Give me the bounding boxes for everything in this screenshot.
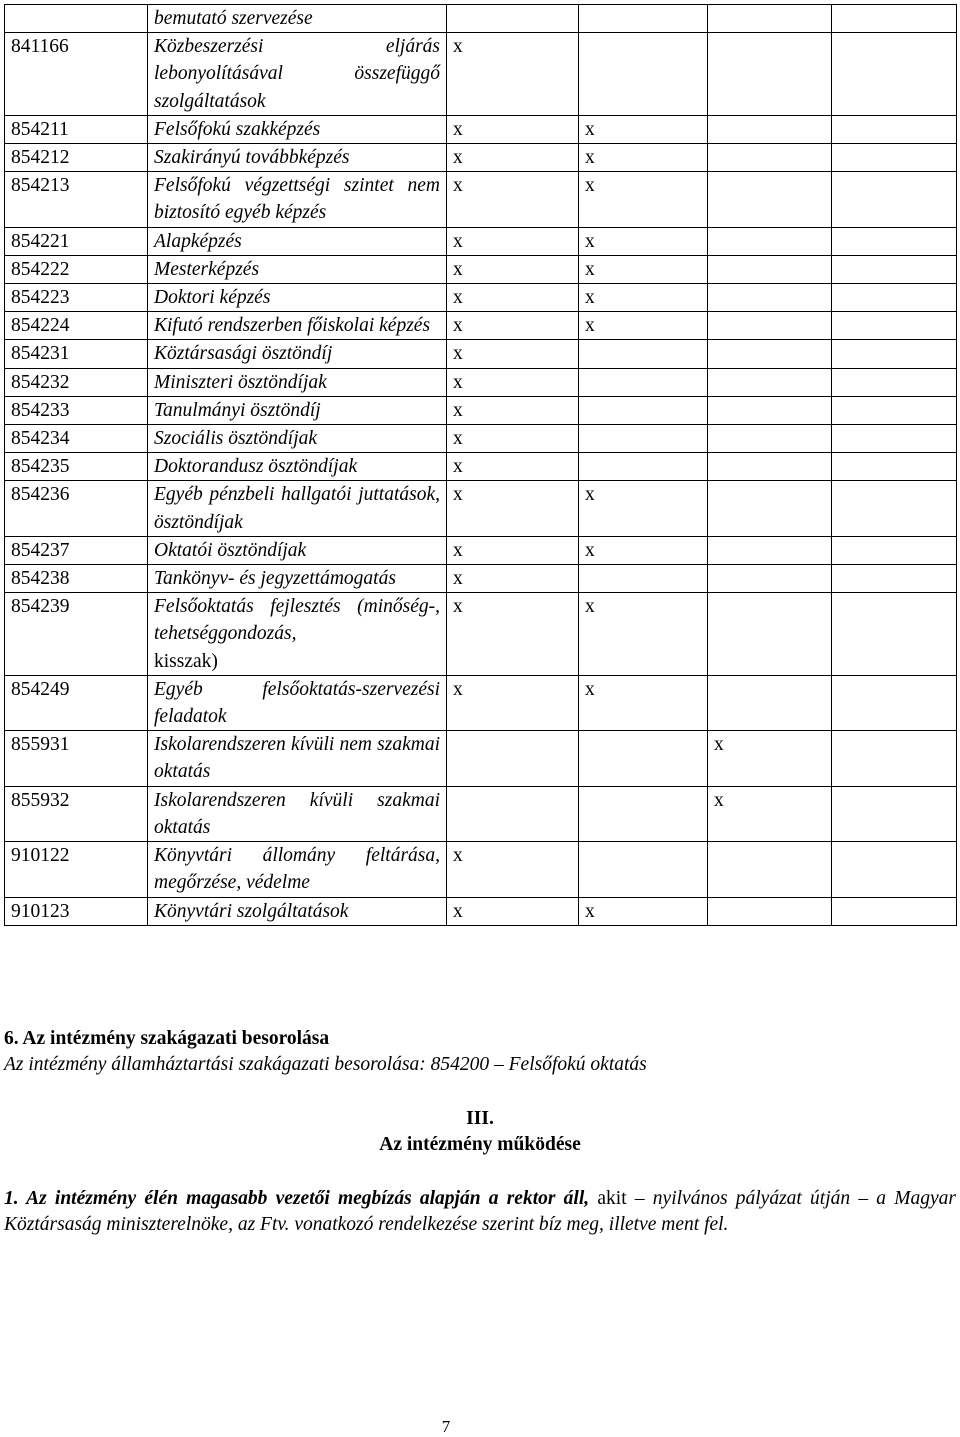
mark-cell: x	[708, 786, 832, 841]
mark-cell	[579, 396, 708, 424]
activity-name-text: Szakirányú továbbképzés	[154, 147, 350, 169]
activity-name-text: Oktatói ösztöndíjak	[154, 539, 307, 561]
activity-name-text: Tanulmányi ösztöndíj	[154, 399, 321, 421]
mark-cell: x	[579, 897, 708, 925]
mark-cell	[832, 897, 957, 925]
activity-name-text: Mesterképzés	[154, 258, 260, 280]
mark-cell	[832, 340, 957, 368]
chapter-numeral: III.	[466, 1108, 494, 1129]
activity-code	[5, 5, 148, 33]
mark-cell	[708, 312, 832, 340]
activity-name	[148, 340, 447, 368]
mark-cell: x	[447, 675, 579, 730]
mark-cell	[579, 340, 708, 368]
activity-code: 910122	[5, 842, 148, 897]
mark-cell	[832, 368, 957, 396]
mark-cell	[708, 172, 832, 227]
mark-cell	[832, 425, 957, 453]
mark-cell	[832, 842, 957, 897]
activity-name-text: Felsőoktatás fejlesztés (minőség-, tehetséggondozás,	[154, 596, 440, 645]
activity-name	[148, 255, 447, 283]
activity-code: 854232	[5, 368, 148, 396]
activity-code: 855931	[5, 731, 148, 786]
activity-code: 854236	[5, 481, 148, 536]
activity-name	[148, 536, 447, 564]
mark-cell	[708, 368, 832, 396]
mark-cell: x	[447, 897, 579, 925]
activity-code: 841166	[5, 33, 148, 116]
mark-cell: x	[447, 453, 579, 481]
activity-name	[148, 115, 447, 143]
mark-cell	[447, 731, 579, 786]
mark-cell: x	[447, 284, 579, 312]
activity-name	[148, 593, 447, 676]
activity-code: 854223	[5, 284, 148, 312]
activity-name	[148, 33, 447, 116]
mark-cell	[579, 33, 708, 116]
mark-cell	[579, 786, 708, 841]
activity-name	[148, 731, 447, 786]
table-row	[5, 453, 957, 481]
activity-name	[148, 312, 447, 340]
mark-cell	[708, 115, 832, 143]
mark-cell	[832, 144, 957, 172]
table-row	[5, 565, 957, 593]
activity-name	[148, 453, 447, 481]
activity-name-text: Miniszteri ösztöndíjak	[154, 371, 327, 393]
table-row	[5, 172, 957, 227]
table-row	[5, 340, 957, 368]
activity-code: 854231	[5, 340, 148, 368]
activity-name-text: Köztársasági ösztöndíj	[154, 343, 333, 365]
table-row	[5, 481, 957, 536]
activity-name	[148, 675, 447, 730]
table-row	[5, 536, 957, 564]
activity-table-body	[5, 5, 957, 926]
table-row	[5, 312, 957, 340]
activity-code: 854237	[5, 536, 148, 564]
activity-name-text: Könyvtári szolgáltatások	[154, 900, 349, 922]
mark-cell	[708, 284, 832, 312]
activity-name-text: Doktorandusz ösztöndíjak	[154, 456, 358, 478]
mark-cell	[832, 786, 957, 841]
mark-cell	[447, 5, 579, 33]
mark-cell	[832, 536, 957, 564]
activity-name-text: Felsőfokú végzettségi szintet nem biztosító egyéb képzés	[154, 175, 440, 224]
paragraph-1	[4, 1186, 956, 1238]
mark-cell	[708, 897, 832, 925]
mark-cell	[579, 731, 708, 786]
activity-code: 854221	[5, 227, 148, 255]
activity-code: 854238	[5, 565, 148, 593]
mark-cell: x	[579, 312, 708, 340]
activity-code: 910123	[5, 897, 148, 925]
mark-cell: x	[447, 481, 579, 536]
mark-cell: x	[579, 144, 708, 172]
mark-cell: x	[579, 172, 708, 227]
mark-cell: x	[579, 227, 708, 255]
mark-cell: x	[447, 340, 579, 368]
mark-cell	[579, 842, 708, 897]
mark-cell: x	[579, 255, 708, 283]
mark-cell: x	[447, 33, 579, 116]
mark-cell	[832, 115, 957, 143]
mark-cell: x	[579, 481, 708, 536]
mark-cell	[579, 425, 708, 453]
activity-name	[148, 227, 447, 255]
activity-name-tail: kisszak)	[154, 650, 218, 672]
mark-cell	[447, 786, 579, 841]
mark-cell	[708, 227, 832, 255]
mark-cell: x	[447, 368, 579, 396]
table-row	[5, 786, 957, 841]
activity-code: 854224	[5, 312, 148, 340]
table-row	[5, 5, 957, 33]
mark-cell	[832, 33, 957, 116]
activity-name	[148, 897, 447, 925]
section-6-text: Az intézmény államháztartási szakágazati besorolása: 854200 – Felsőfokú oktatás	[4, 1054, 647, 1075]
table-row	[5, 396, 957, 424]
mark-cell: x	[447, 172, 579, 227]
mark-cell: x	[447, 425, 579, 453]
activity-name	[148, 565, 447, 593]
table-row	[5, 425, 957, 453]
mark-cell	[832, 255, 957, 283]
page-number: 7	[441, 1417, 451, 1436]
mark-cell	[832, 481, 957, 536]
mark-cell	[579, 565, 708, 593]
activity-code: 854213	[5, 172, 148, 227]
activity-code: 854233	[5, 396, 148, 424]
mark-cell: x	[447, 593, 579, 676]
mark-cell	[708, 5, 832, 33]
mark-cell	[832, 731, 957, 786]
mark-cell: x	[447, 536, 579, 564]
mark-cell	[832, 675, 957, 730]
mark-cell	[832, 5, 957, 33]
section-6-heading: 6. Az intézmény szakágazati besorolása	[4, 1028, 330, 1049]
activity-name	[148, 172, 447, 227]
mark-cell: x	[579, 115, 708, 143]
mark-cell	[832, 593, 957, 676]
mark-cell: x	[579, 536, 708, 564]
mark-cell	[708, 565, 832, 593]
activity-name-text: Közbeszerzési eljárás lebonyolításával összefüggő szolgáltatások	[154, 36, 440, 112]
activity-code: 854249	[5, 675, 148, 730]
activity-name	[148, 144, 447, 172]
mark-cell: x	[708, 731, 832, 786]
activity-name-text: Egyéb felsőoktatás-szervezési feladatok	[154, 678, 440, 728]
activity-name-text: Iskolarendszeren kívüli szakmai oktatás	[154, 789, 440, 838]
activity-name-text: Alapképzés	[154, 230, 242, 252]
section-6	[4, 1026, 956, 1078]
mark-cell: x	[447, 227, 579, 255]
activity-name	[148, 284, 447, 312]
mark-cell: x	[447, 144, 579, 172]
mark-cell: x	[579, 675, 708, 730]
mark-cell	[708, 255, 832, 283]
mark-cell	[708, 340, 832, 368]
mark-cell	[708, 842, 832, 897]
mark-cell: x	[447, 115, 579, 143]
activity-name	[148, 368, 447, 396]
table-row	[5, 593, 957, 676]
activity-code: 854234	[5, 425, 148, 453]
mark-cell: x	[579, 284, 708, 312]
mark-cell: x	[579, 593, 708, 676]
activity-name	[148, 5, 447, 33]
activity-name-text: Felsőfokú szakképzés	[154, 118, 321, 140]
table-row	[5, 144, 957, 172]
paragraph-1-normal: akit	[589, 1188, 627, 1209]
table-row	[5, 675, 957, 730]
mark-cell	[832, 284, 957, 312]
activity-name-text: bemutató szervezése	[154, 8, 313, 29]
mark-cell	[832, 396, 957, 424]
activity-code: 854211	[5, 115, 148, 143]
mark-cell	[708, 33, 832, 116]
mark-cell: x	[447, 396, 579, 424]
mark-cell	[708, 481, 832, 536]
mark-cell: x	[447, 255, 579, 283]
mark-cell	[708, 593, 832, 676]
table-row	[5, 115, 957, 143]
activity-name-text: Szociális ösztöndíjak	[154, 428, 318, 450]
table-row	[5, 227, 957, 255]
mark-cell	[708, 536, 832, 564]
mark-cell	[708, 675, 832, 730]
mark-cell: x	[447, 842, 579, 897]
activity-name-text: Egyéb pénzbeli hallgatói juttatások, ösztöndíjak	[154, 484, 440, 533]
mark-cell	[579, 368, 708, 396]
table-row	[5, 897, 957, 925]
table-row	[5, 284, 957, 312]
mark-cell	[832, 227, 957, 255]
mark-cell: x	[447, 565, 579, 593]
chapter-heading	[4, 1106, 956, 1158]
activity-name	[148, 481, 447, 536]
table-row	[5, 731, 957, 786]
table-row	[5, 33, 957, 116]
mark-cell	[579, 453, 708, 481]
activity-table	[4, 4, 957, 926]
mark-cell	[832, 565, 957, 593]
activity-code: 854222	[5, 255, 148, 283]
activity-code: 854212	[5, 144, 148, 172]
activity-name-text: Doktori képzés	[154, 287, 271, 309]
activity-name-text: Iskolarendszeren kívüli nem szakmai oktatás	[154, 734, 440, 783]
mark-cell	[579, 5, 708, 33]
mark-cell	[708, 453, 832, 481]
mark-cell	[708, 144, 832, 172]
paragraph-1-italic: – nyilvános pályázat útján – a Magyar Köztársaság miniszterelnöke, az Ftv. vonatkozó rendelkezése szerint bíz meg, illetve ment fel.	[4, 1188, 956, 1235]
activity-name	[148, 425, 447, 453]
activity-name-text: Könyvtári állomány feltárása, megőrzése, védelme	[154, 845, 440, 894]
activity-name	[148, 842, 447, 897]
table-row	[5, 255, 957, 283]
activity-name-text: Kifutó rendszerben főiskolai képzés	[154, 315, 431, 337]
activity-code: 854239	[5, 593, 148, 676]
mark-cell	[708, 425, 832, 453]
mark-cell	[832, 312, 957, 340]
activity-name-text: Tankönyv- és jegyzettámogatás	[154, 568, 396, 590]
table-row	[5, 842, 957, 897]
activity-name	[148, 396, 447, 424]
chapter-title: Az intézmény működése	[379, 1134, 581, 1155]
mark-cell: x	[447, 312, 579, 340]
paragraph-1-bold: 1. Az intézmény élén magasabb vezetői megbízás alapján a rektor áll,	[4, 1188, 590, 1209]
table-row	[5, 368, 957, 396]
mark-cell	[708, 396, 832, 424]
mark-cell	[832, 172, 957, 227]
activity-name	[148, 786, 447, 841]
mark-cell	[832, 453, 957, 481]
activity-code: 855932	[5, 786, 148, 841]
activity-code: 854235	[5, 453, 148, 481]
